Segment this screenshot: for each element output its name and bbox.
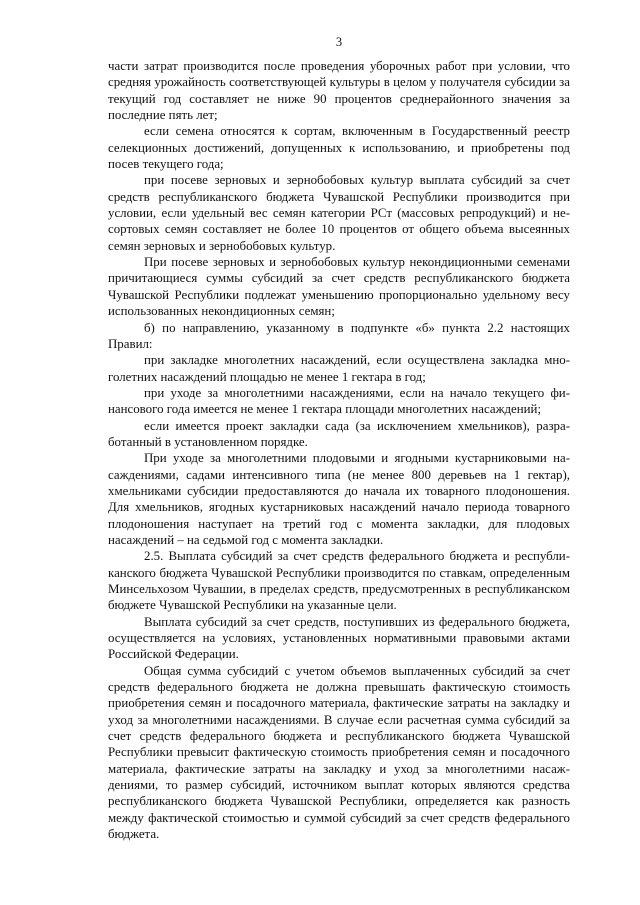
paragraph: части затрат производится после проведения уборочных работ при условии, что средняя урожайность соответствующей культуры в целом у получателя субсидии за текущий год составляет не ниже 90 процентов среднерайонного значения за последние пять лет; (108, 59, 570, 123)
paragraph: если семена относятся к сортам, включенным в Государственный реестр селекционных достижений, допущенных к использованию, и приобретены под посев текущего года; (108, 124, 570, 172)
paragraph: Выплата субсидий за счет средств, поступивших из федерального бюджета, осуществляется на условиях, установленных нормативными правовыми актами Российской Федерации. (108, 614, 570, 662)
page-number: 3 (335, 35, 343, 49)
paragraph: При посеве зерновых и зернобобовых культур некондиционными семенами причитающиеся суммы субсидий за счет средств республиканского бюджета Чувашской Республики подлежат уменьшению пропорционально удельному весу использованных некондиционных семян; (108, 255, 570, 319)
paragraph: При уходе за многолетними плодовыми и ягодными кустарниковыми насаждениями, садами интенсивного типа (не менее 800 деревьев на 1 гектар), хмельниками субсидии предоставляются до начала их товарного плодоношения. Для хмельников, ягодных кустарниковых насаждений начало периода товарного плодоношения наступает на третий год с момента закладки, для плодовых насаждений – на седьмой год с момента закладки. (108, 451, 570, 547)
paragraph: при уходе за многолетними насаждениями, если на начало текущего финансового года имеется не менее 1 гектара площади многолетних насаждений; (108, 385, 570, 417)
paragraph: при посеве зерновых и зернобобовых культур выплата субсидий за счет средств республиканского бюджета Чувашской Республики производится при условии, если удельный вес семян категории РСт (массовых репродукций) и несортовых семян составляет не более 10 процентов от общего объема высеянных семян зерновых и зернобобовых культур. (108, 173, 570, 253)
document-body (108, 58, 570, 843)
paragraph: 2.5. Выплата субсидий за счет средств федерального бюджета и республиканского бюджета Чувашской Республики производится по ставкам, определенным Минсельхозом Чувашии, в пределах средств, предусмотренных в республиканском бюджете Чувашской Республики на указанные цели. (108, 549, 570, 613)
paragraph: при закладке многолетних насаждений, если осуществлена закладка многолетних насаждений площадью не менее 1 гектара в год; (108, 353, 570, 384)
paragraph: Общая сумма субсидий с учетом объемов выплаченных субсидий за счет средств федерального бюджета не должна превышать фактическую стоимость приобретения семян и посадочного материала, фактические затраты на закладку и уход за многолетними насаждениями. В случае если расчетная сумма субсидий за счет средств федерального бюджета и республиканского бюджета Чувашской Республики превысит фактическую стоимость приобретения семян и посадочного материала, фактические затраты на закладку и уход за многолетними насаждениями, то размер субсидий, источником выплат которых являются средства республиканского бюджета Чувашской Республики, определяется как разность между фактической стоимостью и суммой субсидий за счет средств федерального бюджета. (108, 663, 570, 842)
paragraph: если имеется проект закладки сада (за исключением хмельников), разработанный в установленном порядке. (108, 418, 570, 449)
paragraph: б) по направлению, указанному в подпункте «б» пункта 2.2 настоящих Правил: (108, 320, 570, 351)
